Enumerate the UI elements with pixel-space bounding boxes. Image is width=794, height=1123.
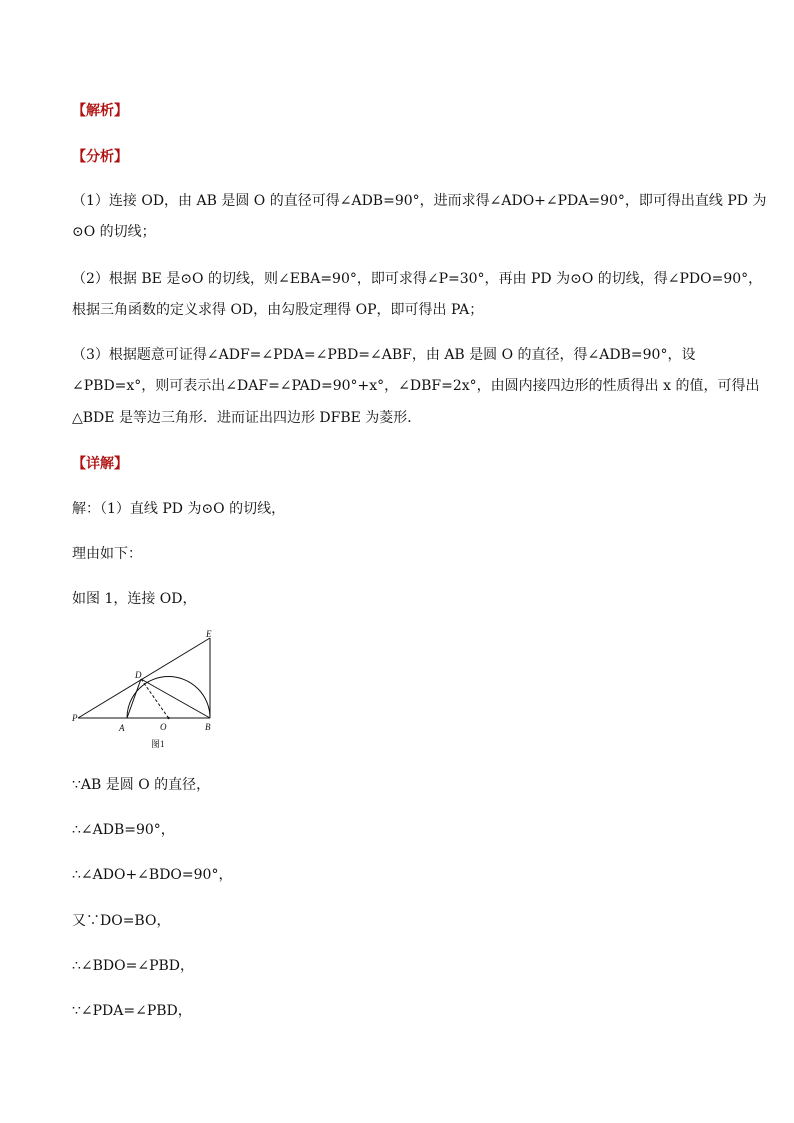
analysis-p2-line1: （2）根据 BE 是⊙O 的切线，则∠EBA=90°，即可求得∠P=30°，再由 PD 为⊙O 的切线，得∠PDO=90°， bbox=[72, 271, 763, 287]
solution-line-7: 又∵DO=BO， bbox=[72, 913, 171, 929]
geometry-figure-1 bbox=[72, 626, 222, 754]
label-B: B bbox=[205, 722, 211, 732]
analysis-p1-line2: ⊙O 的切线； bbox=[72, 224, 156, 240]
heading-jiexi: 【解析】 bbox=[72, 103, 128, 119]
analysis-p3-line1: （3）根据题意可证得∠ADF=∠PDA=∠PBD=∠ABF，由 AB 是圆 O 的直径，得∠ADB=90°，设 bbox=[72, 347, 696, 363]
solution-line-4: ∵AB 是圆 O 的直径， bbox=[72, 777, 211, 793]
label-P: P bbox=[72, 713, 78, 723]
label-D: D bbox=[135, 670, 142, 680]
label-O: O bbox=[160, 722, 167, 732]
line-AD bbox=[127, 679, 141, 718]
solution-line-3: 如图 1，连接 OD， bbox=[72, 591, 197, 607]
solution-line-6: ∴∠ADO+∠BDO=90°， bbox=[72, 867, 233, 883]
solution-line-8: ∴∠BDO=∠PBD， bbox=[72, 958, 195, 974]
heading-xiangjie: 【详解】 bbox=[72, 456, 128, 472]
analysis-p3-line2: ∠PBD=x°，则可表示出∠DAF=∠PAD=90°+x°，∠DBF=2x°，由圆内接四边形的性质得出 x 的值，可得出 bbox=[72, 378, 760, 394]
analysis-p3-line3: △BDE 是等边三角形．进而证出四边形 DFBE 为菱形． bbox=[72, 410, 422, 426]
heading-fenxi: 【分析】 bbox=[72, 149, 128, 165]
line-DB bbox=[141, 679, 210, 718]
label-A: A bbox=[119, 723, 125, 733]
figure-caption: 图1 bbox=[151, 739, 165, 749]
analysis-p2-line2: 根据三角函数的定义求得 OD，由勾股定理得 OP，即可得出 PA； bbox=[72, 302, 484, 318]
solution-line-9: ∵∠PDA=∠PBD， bbox=[72, 1003, 192, 1019]
analysis-p1-line1: （1）连接 OD，由 AB 是圆 O 的直径可得∠ADB=90°，进而求得∠ADO+∠PDA=90°，即可得出直线 PD 为 bbox=[72, 193, 767, 209]
label-E: E bbox=[206, 629, 212, 639]
solution-line-2: 理由如下： bbox=[72, 546, 142, 562]
solution-line-1: 解：（1）直线 PD 为⊙O 的切线， bbox=[72, 501, 286, 517]
line-DO-dashed bbox=[141, 679, 169, 718]
line-PE bbox=[78, 638, 210, 718]
center-point-O bbox=[167, 717, 169, 719]
solution-line-5: ∴∠ADB=90°， bbox=[72, 822, 175, 838]
